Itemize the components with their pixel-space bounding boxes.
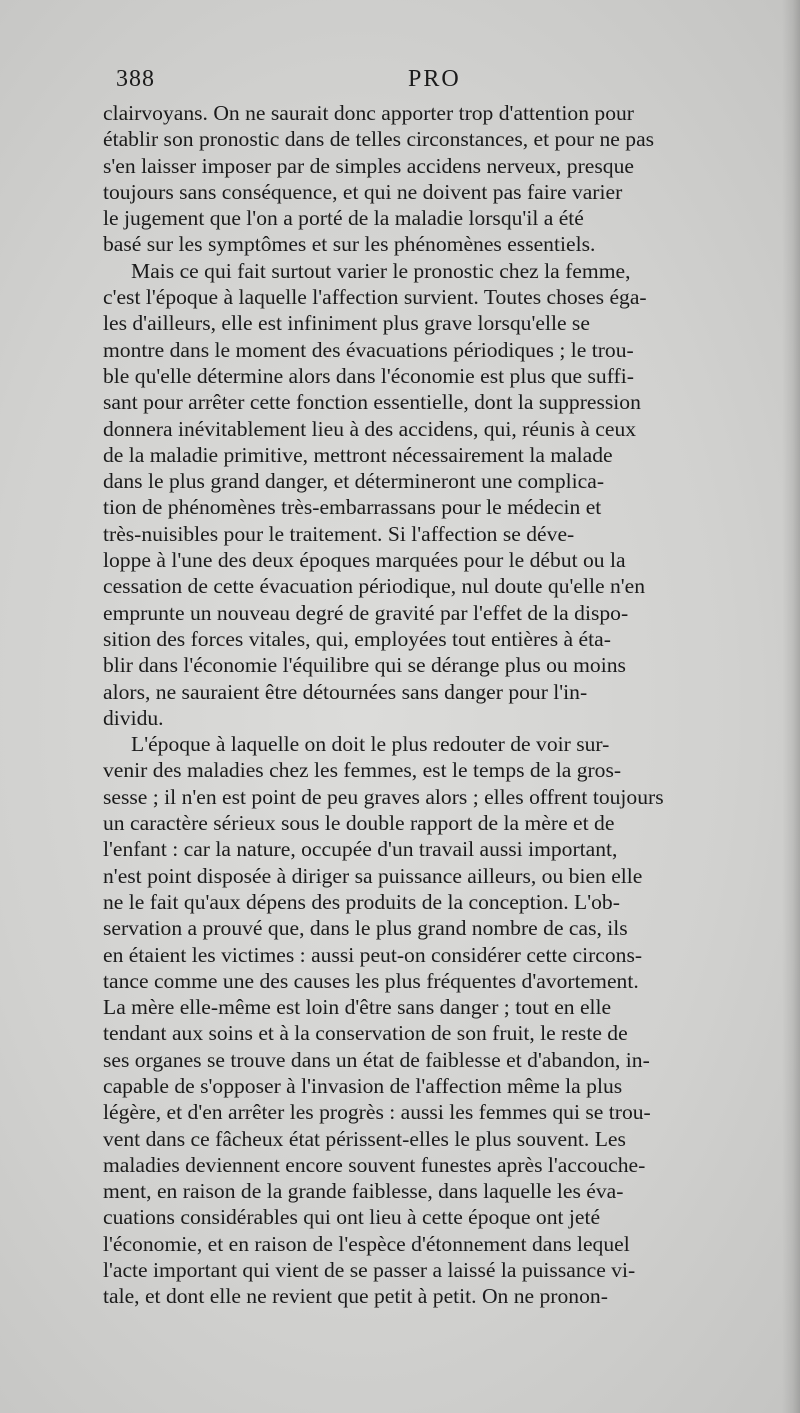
text-line: établir son pronostic dans de telles circonstances, et pour ne pas bbox=[103, 127, 655, 152]
text-line: ble qu'elle détermine alors dans l'économie est plus que suffi- bbox=[103, 363, 634, 388]
text-line: le jugement que l'on a porté de la maladie lorsqu'il a été bbox=[103, 206, 584, 231]
text-line: un caractère sérieux sous le double rapport de la mère et de bbox=[103, 811, 615, 836]
page-header bbox=[108, 66, 768, 100]
text-line: venir des maladies chez les femmes, est le temps de la gros- bbox=[103, 758, 622, 783]
running-head: PRO bbox=[408, 66, 461, 92]
text-line: alors, ne sauraient être détournées sans danger pour l'in- bbox=[103, 679, 588, 704]
text-line: sition des forces vitales, qui, employées tout entières à éta- bbox=[103, 626, 611, 651]
text-line: donnera inévitablement lieu à des accidens, qui, réunis à ceux bbox=[103, 416, 637, 441]
text-line: l'acte important qui vient de se passer a laissé la puissance vi- bbox=[103, 1258, 636, 1283]
text-line: ment, en raison de la grande faiblesse, dans laquelle les éva- bbox=[103, 1179, 624, 1204]
text-line: n'est point disposée à diriger sa puissance ailleurs, ou bien elle bbox=[103, 863, 643, 888]
text-line: s'en laisser imposer par de simples accidens nerveux, presque bbox=[103, 153, 634, 178]
text-line: blir dans l'économie l'équilibre qui se dérange plus ou moins bbox=[103, 653, 626, 678]
text-line: cuations considérables qui ont lieu à cette époque ont jeté bbox=[103, 1205, 601, 1230]
text-line: loppe à l'une des deux époques marquées pour le début ou la bbox=[103, 548, 626, 573]
text-line: l'enfant : car la nature, occupée d'un travail aussi important, bbox=[103, 837, 618, 862]
text-line: tion de phénomènes très-embarrassans pour le médecin et bbox=[103, 495, 602, 520]
text-line: tance comme une des causes les plus fréquentes d'avortement. bbox=[103, 968, 639, 993]
text-line: les d'ailleurs, elle est infiniment plus grave lorsqu'elle se bbox=[103, 311, 590, 336]
text-line: sant pour arrêter cette fonction essentielle, dont la suppression bbox=[103, 390, 641, 415]
text-line: emprunte un nouveau degré de gravité par l'effet de la dispo- bbox=[103, 600, 629, 625]
text-line: toujours sans conséquence, et qui ne doivent pas faire varier bbox=[103, 179, 623, 204]
text-line: l'économie, et en raison de l'espèce d'étonnement dans lequel bbox=[103, 1231, 630, 1256]
text-line: ses organes se trouve dans un état de faiblesse et d'abandon, in- bbox=[103, 1047, 650, 1072]
text-line: clairvoyans. On ne saurait donc apporter trop d'attention pour bbox=[103, 101, 634, 125]
text-line: ne le fait qu'aux dépens des produits de la conception. L'ob- bbox=[103, 889, 620, 914]
paragraph bbox=[103, 258, 763, 731]
body-text bbox=[103, 100, 763, 1310]
text-line: de la maladie primitive, mettront nécessairement la malade bbox=[103, 442, 613, 467]
text-line: dividu. bbox=[103, 705, 164, 730]
text-line: vent dans ce fâcheux état périssent-elles le plus souvent. Les bbox=[103, 1126, 626, 1151]
text-line: très-nuisibles pour le traitement. Si l'affection se déve- bbox=[103, 521, 575, 546]
text-line: tendant aux soins et à la conservation de son fruit, le reste de bbox=[103, 1021, 628, 1046]
text-line: cessation de cette évacuation périodique, nul doute qu'elle n'en bbox=[103, 574, 646, 599]
text-line: sesse ; il n'en est point de peu graves alors ; elles offrent toujours bbox=[103, 784, 664, 809]
paragraph bbox=[103, 100, 763, 258]
text-line: c'est l'époque à laquelle l'affection survient. Toutes choses éga- bbox=[103, 285, 647, 310]
text-line: tale, et dont elle ne revient que petit à petit. On ne pronon- bbox=[103, 1284, 608, 1309]
text-line: en étaient les victimes : aussi peut-on considérer cette circons- bbox=[103, 942, 643, 967]
paragraph bbox=[103, 731, 763, 1310]
text-line: maladies deviennent encore souvent funestes après l'accouche- bbox=[103, 1152, 646, 1177]
text-line: dans le plus grand danger, et détermineront une complica- bbox=[103, 469, 605, 494]
page-number: 388 bbox=[116, 66, 155, 92]
text-line: L'époque à laquelle on doit le plus redouter de voir sur- bbox=[131, 732, 610, 757]
text-line: capable de s'opposer à l'invasion de l'affection même la plus bbox=[103, 1073, 623, 1098]
text-line: légère, et d'en arrêter les progrès : aussi les femmes qui se trou- bbox=[103, 1100, 651, 1125]
text-line: Mais ce qui fait surtout varier le pronostic chez la femme, bbox=[131, 258, 631, 283]
text-line: montre dans le moment des évacuations périodiques ; le trou- bbox=[103, 337, 634, 362]
text-line: La mère elle-même est loin d'être sans danger ; tout en elle bbox=[103, 995, 612, 1020]
page-edge-shadow bbox=[782, 0, 800, 1413]
text-line: servation a prouvé que, dans le plus grand nombre de cas, ils bbox=[103, 916, 628, 941]
text-line: basé sur les symptômes et sur les phénomènes essentiels. bbox=[103, 232, 596, 257]
